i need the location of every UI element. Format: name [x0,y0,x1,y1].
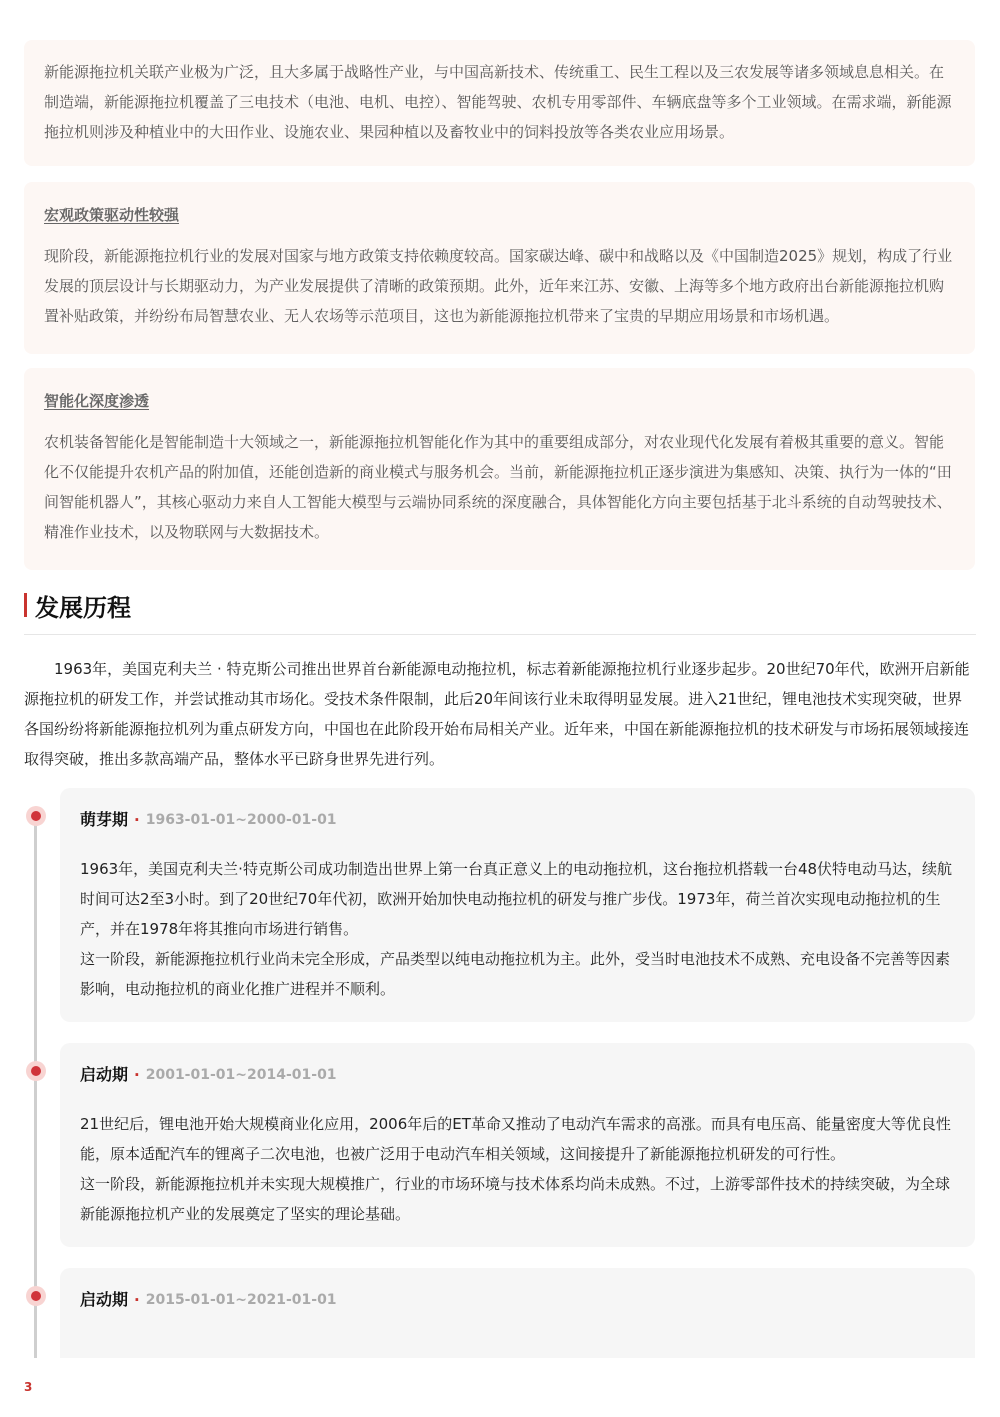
stage-date-range: 2001-01-01~2014-01-01 [145,1067,337,1083]
section-intro: 1963年，美国克利夫兰 · 特克斯公司推出世界首台新能源电动拖拉机，标志着新能源拖拉机行业逐步起步。20世纪70年代，欧洲开启新能源拖拉机的研发工作，并尝试推动其市场化。受技术条件限制，此后20年间该行业未取得明显发展。进入21世纪，锂电池技术实现突破，世界各国纷纷将新能源拖拉机列为重点研发方向，中国也在此阶段开始布局相关产业。近年来，中国在新能源拖拉机的技术研发与市场拓展领域接连取得突破，推出多款高端产品，整体水平已跻身世界先进行列。 [24,660,970,768]
card-text: 现阶段，新能源拖拉机行业的发展对国家与地方政策支持依赖度较高。国家碳达峰、碳中和战略以及《中国制造2025》规划，构成了行业发展的顶层设计与长期驱动力，为产业发展提供了清晰的政策预期。此外，近年来江苏、安徽、上海等多个地方政府出台新能源拖拉机购置补贴政策，并纷纷布局智慧农业、无人农场等示范项目，这也为新能源拖拉机带来了宝贵的早期应用场景和市场机遇。 [44,247,953,325]
timeline-dot [26,806,46,826]
timeline-stage-3 [60,1268,975,1358]
stage-name: 启动期 [80,1065,129,1084]
card-heading: 智能化深度渗透 [44,392,150,410]
timeline-stage-2 [60,1043,975,1247]
stage-header [80,1290,955,1310]
card-heading: 宏观政策驱动性较强 [44,206,180,224]
stage-separator: · [134,1066,140,1084]
feature-card-intelligence [24,368,975,570]
stage-name: 启动期 [80,1290,129,1309]
timeline-dot [26,1061,46,1081]
timeline-stage-1 [60,788,975,1022]
stage-separator: · [134,811,140,829]
feature-card-policy [24,182,975,354]
stage-date-range: 1963-01-01~2000-01-01 [145,812,337,828]
stage-paragraph: 这一阶段，新能源拖拉机并未实现大规模推广，行业的市场环境与技术体系均尚未成熟。不过，上游零部件技术的持续突破，为全球新能源拖拉机产业的发展奠定了坚实的理论基础。 [80,1175,951,1223]
stage-date-range: 2015-01-01~2021-01-01 [145,1292,337,1308]
section-title-accent-bar [24,593,27,617]
feature-card-related-industries [24,40,975,166]
stage-paragraph: 21世纪后，锂电池开始大规模商业化应用，2006年后的ET革命又推动了电动汽车需求的高涨。而具有电压高、能量密度大等优良性能，原本适配汽车的锂离子二次电池，也被广泛用于电动汽车相关领域，这间接提升了新能源拖拉机研发的可行性。 [80,1115,951,1163]
stage-header [80,1065,955,1085]
card-text: 新能源拖拉机关联产业极为广泛，且大多属于战略性产业，与中国高新技术、传统重工、民生工程以及三农发展等诸多领域息息相关。在制造端，新能源拖拉机覆盖了三电技术（电池、电机、电控）、智能驾驶、农机专用零部件、车辆底盘等多个工业领域。在需求端，新能源拖拉机则涉及种植业中的大田作业、设施农业、果园种植以及畜牧业中的饲料投放等各类农业应用场景。 [44,63,952,141]
section-divider [24,634,976,635]
stage-header [80,810,955,830]
stage-paragraph: 1963年，美国克利夫兰·特克斯公司成功制造出世界上第一台真正意义上的电动拖拉机，这台拖拉机搭载一台48伏特电动马达，续航时间可达2至3小时。到了20世纪70年代初，欧洲开始加快电动拖拉机的研发与推广步伐。1973年，荷兰首次实现电动拖拉机的生产，并在1978年将其推向市场进行销售。 [80,860,953,938]
stage-paragraph: 这一阶段，新能源拖拉机行业尚未完全形成，产品类型以纯电动拖拉机为主。此外，受当时电池技术不成熟、充电设备不完善等因素影响，电动拖拉机的商业化推广进程并不顺利。 [80,950,951,998]
section-title-text: 发展历程 [35,593,131,622]
card-text: 农机装备智能化是智能制造十大领域之一，新能源拖拉机智能化作为其中的重要组成部分，对农业现代化发展有着极其重要的意义。智能化不仅能提升农机产品的附加值，还能创造新的商业模式与服务机会。当前，新能源拖拉机正逐步演进为集感知、决策、执行为一体的“田间智能机器人”，其核心驱动力来自人工智能大模型与云端协同系统的深度融合，具体智能化方向主要包括基于北斗系统的自动驾驶技术、精准作业技术，以及物联网与大数据技术。 [44,433,952,541]
page-number: 3 [24,1380,33,1394]
timeline-dot [26,1286,46,1306]
section-title [24,590,131,620]
stage-separator: · [134,1291,140,1309]
stage-name: 萌芽期 [80,810,129,829]
timeline-line [34,812,37,1358]
